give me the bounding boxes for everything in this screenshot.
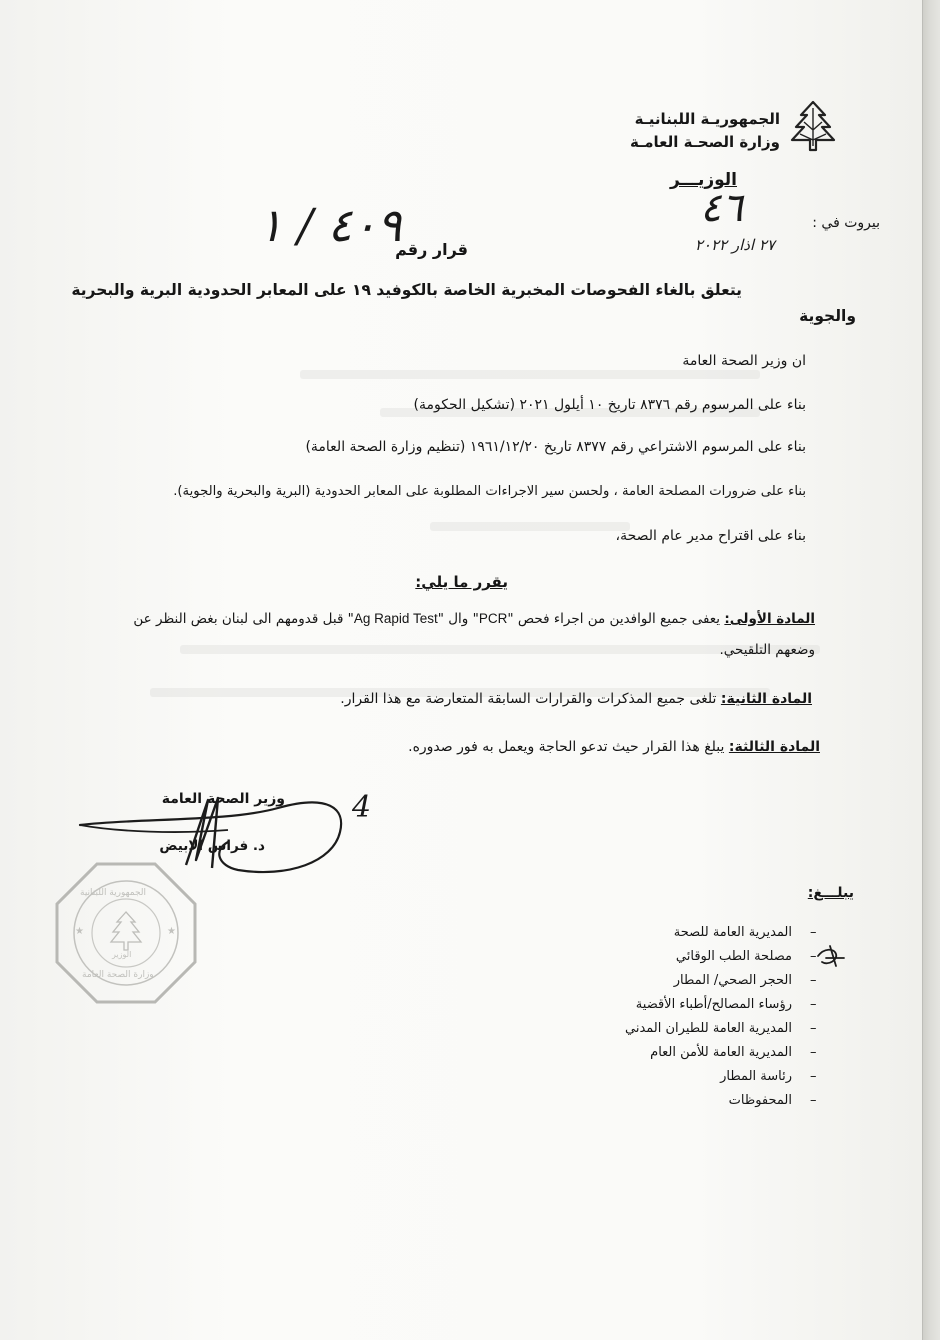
place-label: بيروت في : <box>812 215 880 231</box>
distribution-dash: – <box>810 1021 817 1036</box>
svg-text:★: ★ <box>75 926 84 937</box>
distribution-item: المديرية العامة للطيران المدني <box>625 1021 792 1036</box>
stamp-bottom-text: وزارة الصحة العامة <box>82 970 154 980</box>
republic-name: الجمهوريـة اللبنانيـة <box>634 110 780 128</box>
article-1-line-1 <box>133 611 815 627</box>
preamble-item: بناء على ضرورات المصلحة العامة ، ولحسن سير الاجراءات المطلوبة على المعابر الحدودية (البرية والبحرية والجوية). <box>173 484 806 499</box>
distribution-item: المديرية العامة للأمن العام <box>650 1045 792 1060</box>
preamble-intro: ان وزير الصحة العامة <box>682 353 806 369</box>
distribution-item: رئاسة المطار <box>720 1069 792 1084</box>
ministry-name: وزارة الصحـة العامـة <box>629 133 780 151</box>
decision-number: ٤٠٩ / ١ <box>258 198 402 252</box>
preamble-item: بناء على المرسوم رقم ٨٣٧٦ تاريخ ١٠ أيلول ٢٠٢١ (تشكيل الحكومة) <box>413 397 806 413</box>
article-3 <box>408 739 820 755</box>
article-2 <box>340 691 812 707</box>
checkmark-icon <box>814 944 848 968</box>
distribution-item: المحفوظات <box>728 1093 792 1108</box>
distribution-dash: – <box>810 1093 817 1108</box>
cedar-logo-icon <box>788 100 838 154</box>
subject-line-2: والجوية <box>799 307 856 325</box>
article-3-text: يبلغ هذا القرار حيث تدعو الحاجة ويعمل به فور صدوره. <box>408 739 725 755</box>
pcr-term: PCR <box>478 611 508 626</box>
preamble-item: بناء على المرسوم الاشتراعي رقم ٨٣٧٧ تاريخ ١٩٦١/١٢/٢٠ (تنظيم وزارة الصحة العامة) <box>305 439 806 455</box>
page-edge <box>922 0 940 1340</box>
article-2-text: تلغى جميع المذكرات والقرارات السابقة المتعارضة مع هذا القرار. <box>340 691 717 707</box>
article-1-text: " قبل قدومهم الى لبنان بغض النظر عن <box>133 611 354 627</box>
subject-line-1: يتعلق بالغاء الفحوصات المخبرية الخاصة بالكوفيد ١٩ على المعابر الحدودية البرية والبحرية <box>71 281 742 299</box>
minister-office-label: الوزيـــر <box>669 170 737 190</box>
distribution-item: مصلحة الطب الوقائي <box>675 949 792 964</box>
signature-mark: 4 <box>352 790 372 825</box>
article-1-label: المادة الأولى: <box>724 611 815 627</box>
distribution-item: رؤساء المصالح/أطباء الأقضية <box>635 997 792 1012</box>
stamp-center-text: الوزير <box>112 950 132 959</box>
decision-heading: يقرر ما يلي: <box>415 573 508 591</box>
article-1-line-2: وضعهم التلقيحي. <box>719 642 815 658</box>
distribution-item: المديرية العامة للصحة <box>673 925 792 940</box>
distribution-dash: – <box>810 949 817 964</box>
distribution-dash: – <box>810 997 817 1012</box>
svg-text:★: ★ <box>167 926 176 937</box>
preamble-item: بناء على اقتراح مدير عام الصحة، <box>615 528 806 544</box>
distribution-item: الحجر الصحي/ المطار <box>673 973 792 988</box>
article-2-label: المادة الثانية: <box>720 691 812 707</box>
bleed-through <box>300 370 760 379</box>
signature-name: د. فراس الابيض <box>159 838 265 854</box>
handwritten-number: ٤٦ <box>700 185 743 231</box>
date-handwritten: ٢٧ اذار ٢٠٢٢ <box>694 236 775 254</box>
signature-title: وزير الصحة العامة <box>161 791 285 807</box>
distribution-dash: – <box>810 1045 817 1060</box>
bleed-through <box>430 522 630 531</box>
distribution-dash: – <box>810 973 817 988</box>
distribution-dash: – <box>810 1069 817 1084</box>
distribution-heading: يبلـــغ: <box>807 885 854 901</box>
official-stamp <box>55 862 197 1004</box>
stamp-top-text: الجمهورية اللبنانية <box>80 888 147 898</box>
article-1-text: " وال " <box>437 611 479 627</box>
ag-rapid-test-term: Ag Rapid Test <box>353 611 438 626</box>
article-1-text: يعفى جميع الوافدين من اجراء فحص " <box>507 611 721 627</box>
decision-label: قرار رقم <box>395 240 468 259</box>
article-3-label: المادة الثالثة: <box>728 739 820 755</box>
distribution-dash: – <box>810 925 817 940</box>
